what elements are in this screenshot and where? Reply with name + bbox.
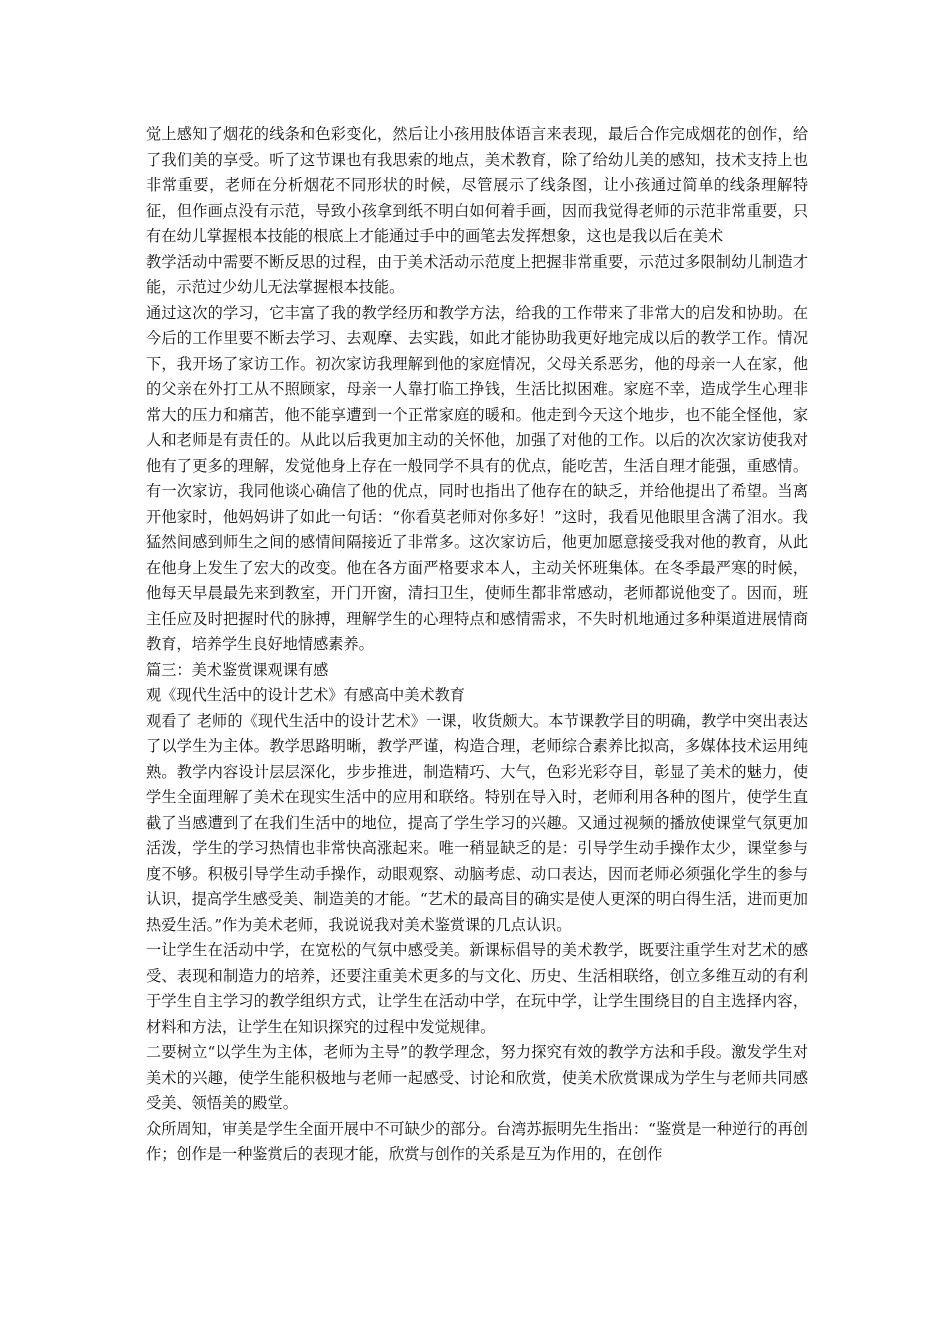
paragraph: 观看了 老师的《现代生活中的设计艺术》一课，收货颇大。本节课教学目的明确，教学中突出表达了以学生为主体。教学思路明晰，教学严谨，构造合理，老师综合素养比拟高，多媒体技术运用纯熟。教学内容设计层层深化，步步推进，制造精巧、大气，色彩光彩夺目，彰显了美术的魅力，使学生全面理解了美术在现实生活中的应用和联络。特别在导入时，老师利用各种的图片，使学生直截了当感遭到了在我们生活中的地位，提高了学生学习的兴趣。又通过视频的播放使课堂气氛更加活泼，学生的学习热情也非常快高涨起来。唯一稍显缺乏的是：引导学生动手操作太少，课堂参与度不够。积极引导学生动手操作，动眼观察、动脑考虑、动口表达，因而老师必须强化学生的参与认识，提高学生感受美、制造美的才能。“艺术的最高目的确实是使人更深的明白得生活，进而更加热爱生活。”作为美术老师，我说说我对美术鉴赏课的几点认识。 bbox=[146, 711, 808, 934]
paragraph: 众所周知，审美是学生全面开展中不可缺少的部分。台湾苏振明先生指出：“鉴赏是一种逆行的再创作；创作是一种鉴赏后的表现才能，欣赏与创作的关系是互为作用的，在创作 bbox=[146, 1119, 808, 1163]
paragraph: 觉上感知了烟花的线条和色彩变化，然后让小孩用肢体语言来表现，最后合作完成烟花的创作，给了我们美的享受。听了这节课也有我思索的地点，美术教育，除了给幼儿美的感知，技术支持上也非常重要，老师在分析烟花不同形状的时候，尽管展示了线条图，让小孩通过简单的线条理解特征，但作画点没有示范，导致小孩拿到纸不明白如何着手画，因而我觉得老师的示范非常重要，只有在幼儿掌握根本技能的根底上才能通过手中的画笔去发挥想象，这也是我以后在美术 bbox=[146, 125, 808, 245]
article-title: 观《现代生活中的设计艺术》有感高中美术教育 bbox=[146, 686, 465, 704]
paragraph: 通过这次的学习，它丰富了我的教学经历和教学方法，给我的工作带来了非常大的启发和协助。在今后的工作里要不断去学习、去观摩、去实践，如此才能协助我更好地完成以后的教学工作。情况下，我开场了家访工作。初次家访我理解到他的家庭情况，父母关系恶劣，他的母亲一人在家，他的父亲在外打工从不照顾家，母亲一人靠打临工挣钱，生活比拟困难。家庭不幸，造成学生心理非常大的压力和痛苦，他不能享遭到一个正常家庭的暖和。他走到今天这个地步，也不能全怪他，家人和老师是有责任的。从此以后我更加主动的关怀他，加强了对他的工作。以后的次次家访使我对他有了更多的理解，发觉他身上存在一般同学不具有的优点，能吃苦，生活自理才能强，重感情。有一次家访，我同他谈心确信了他的优点，同时也指出了他存在的缺乏，并给他提出了希望。当离开他家时，他妈妈讲了如此一句话：“你看莫老师对你多好！”这时，我看见他眼里含满了泪水。我猛然间感到师生之间的感情间隔接近了非常多。这次家访后，他更加愿意接受我对他的教育，从此在他身上发生了宏大的改变。他在各方面严格要求本人，主动关怀班集体。在冬季最严寒的时候，他每天早晨最先来到教室，开门开窗，清扫卫生，使师生都非常感动，老师都说他变了。因而，班主任应及时把握时代的脉搏，理解学生的心理特点和感情需求，不失时机地通过多种渠道进展情商教育，培养学生良好地情感素养。 bbox=[146, 303, 808, 653]
document-body bbox=[146, 122, 808, 1168]
section-heading: 篇三：美术鉴赏课观课有感 bbox=[146, 660, 329, 679]
paragraph: 二要树立“以学生为主体，老师为主导”的教学理念，努力探究有效的教学方法和手段。激发学生对美术的兴趣，使学生能积极地与老师一起感受、讨论和欣赏，使美术欣赏课成为学生与老师共同感受美、领悟美的殿堂。 bbox=[146, 1043, 808, 1112]
paragraph: 教学活动中需要不断反思的过程，由于美术活动示范度上把握非常重要，示范过多限制幼儿制造才能，示范过少幼儿无法掌握根本技能。 bbox=[146, 252, 808, 296]
paragraph: 一让学生在活动中学，在宽松的气氛中感受美。新课标倡导的美术教学，既要注重学生对艺术的感受、表现和制造力的培养，还要注重美术更多的与文化、历史、生活相联络，创立多维互动的有利于学生自主学习的教学组织方式，让学生在活动中学，在玩中学，让学生围绕目的自主选择内容，材料和方法，让学生在知识探究的过程中发觉规律。 bbox=[146, 941, 808, 1036]
